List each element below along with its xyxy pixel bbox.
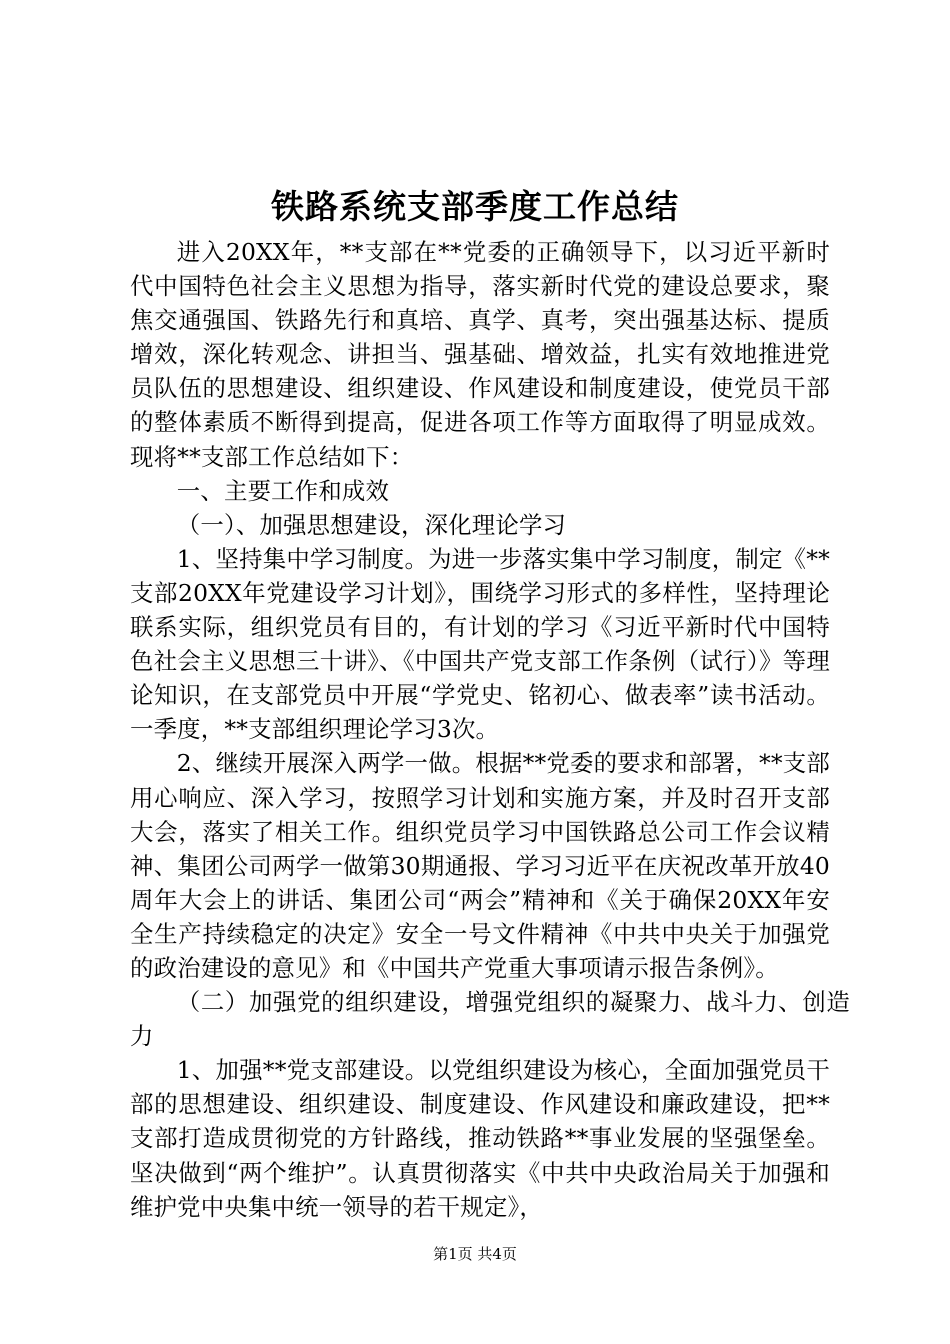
document-body: [130, 235, 850, 1224]
section-heading-main-work: 一、主要工作和成效: [176, 476, 390, 505]
subsection-heading-organization: （二）加强党的组织建设，增强党组织的凝聚力、战斗力、创造力: [130, 988, 850, 1051]
paragraph-collective-study: 1、坚持集中学习制度。为进一步落实集中学习制度，制定《**支部20XX年党建设学习计划》，围绕学习形式的多样性，坚持理论联系实际，组织党员有目的，有计划的学习《习近平新时代中国特色社会主义思想三十讲》、《中国共产党支部工作条例（试行）》等理论知识，在支部党员中开展“学党史、铭初心、做表率”读书活动。一季度，**支部组织理论学习3次。: [130, 544, 830, 744]
paragraph-two-studies: 2、继续开展深入两学一做。根据**党委的要求和部署，**支部用心响应、深入学习，按照学习计划和实施方案，并及时召开支部大会，落实了相关工作。组织党员学习中国铁路总公司工作会议精神、集团公司两学一做第30期通报、学习习近平在庆祝改革开放40周年大会上的讲话、集团公司“两会”精神和《关于确保20XX年安全生产持续稳定的决定》安全一号文件精神《中共中央关于加强党的政治建设的意见》和《中国共产党重大事项请示报告条例》。: [130, 749, 830, 982]
page-number-footer: 第1页 共4页: [433, 1245, 517, 1263]
paragraph-branch-building: 1、加强**党支部建设。以党组织建设为核心，全面加强党员干部的思想建设、组织建设、制度建设、作风建设和廉政建设，把**支部打造成贯彻党的方针路线，推动铁路**事业发展的坚强堡垒。坚决做到“两个维护”。认真贯彻落实《中共中央政治局关于加强和维护党中央集中统一领导的若干规定》，: [130, 1056, 830, 1221]
document-title: 铁路系统支部季度工作总结: [271, 187, 679, 226]
subsection-heading-ideology: （一）、加强思想建设，深化理论学习: [176, 510, 567, 539]
intro-paragraph: 进入20XX年，**支部在**党委的正确领导下，以习近平新时代中国特色社会主义思想为指导，落实新时代党的建设总要求，聚焦交通强国、铁路先行和真培、真学、真考，突出强基达标、提质增效，深化转观念、讲担当、强基础、增效益，扎实有效地推进党员队伍的思想建设、组织建设、作风建设和制度建设，使党员干部的整体素质不断得到提高，促进各项工作等方面取得了明显成效。现将**支部工作总结如下：: [130, 238, 830, 471]
